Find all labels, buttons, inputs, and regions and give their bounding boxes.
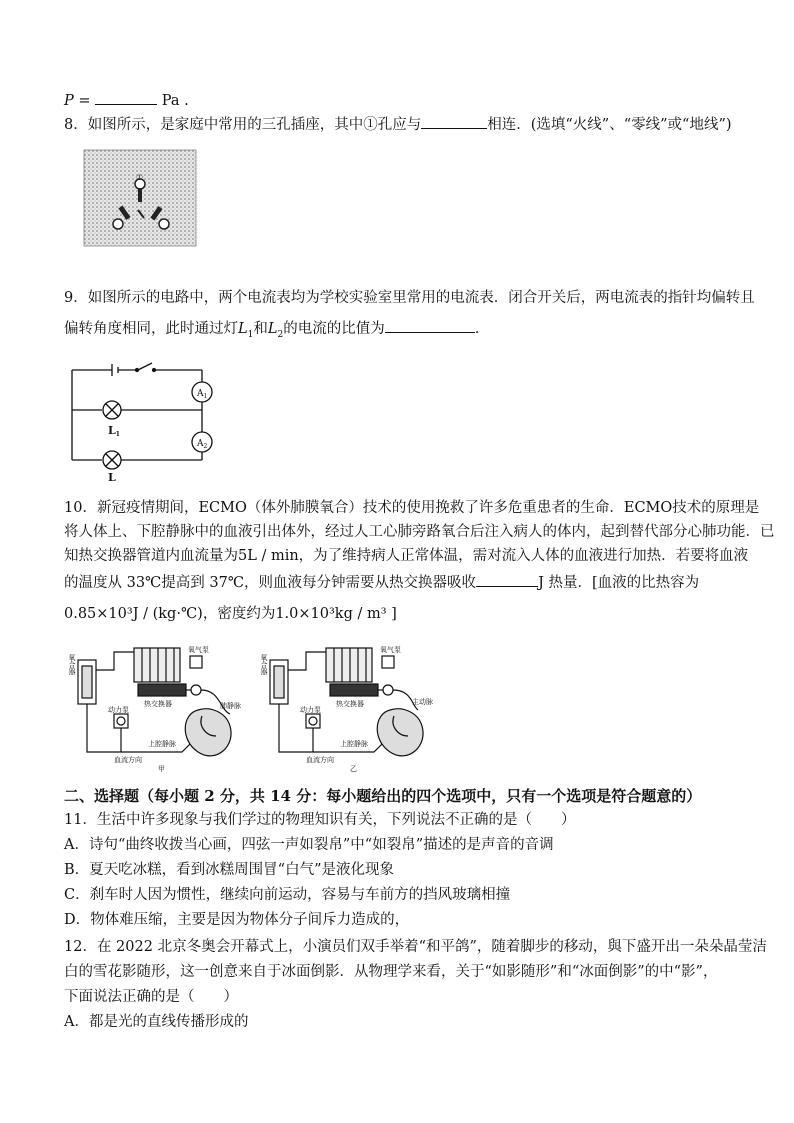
q12-option-a[interactable] xyxy=(64,1012,248,1032)
q12-line1 xyxy=(64,937,767,957)
q10-line4 xyxy=(64,572,699,593)
pressure-unit: Pa . xyxy=(161,93,189,109)
ecmo-a-caption: 甲 xyxy=(158,765,165,773)
ecmo-b-oxygenator-label: 氧合器 xyxy=(260,654,268,675)
q12-line2 xyxy=(64,962,717,982)
ecmo-b-artery-label: 主动脉 xyxy=(412,698,433,706)
ecmo-a-vein-label: 上腔静脉 xyxy=(148,740,176,748)
q10-text-line1: 10．新冠疫情期间，ECMO（体外肺膜氧合）技术的使用挽救了许多危重患者的生命．ECMO技术的原理是 xyxy=(64,500,760,516)
lamp2-symbol: L xyxy=(267,321,278,337)
q11-stem xyxy=(64,810,575,830)
svg-text:A1 xyxy=(196,389,207,400)
q12-text-line2: 白的雪花影随形，这一创意来自于冰面倒影．从物理学来看，关于“如影随形”和“冰面倒影”的中“影”， xyxy=(64,964,718,980)
q12-text-line3: 下面说法正确的是（ ） xyxy=(64,989,238,1005)
ecmo-b-caption: 乙 xyxy=(350,765,357,773)
q8-answer-blank[interactable] xyxy=(421,114,487,129)
q12-text-line1: 12．在 2022 北京冬奥会开幕式上，小演员们双手举着“和平鸽”，随着脚步的移动，與下盛开出一朵朵晶莹洁 xyxy=(64,939,767,955)
svg-text:L1 xyxy=(108,424,120,438)
lamp1-sub: 1 xyxy=(247,329,254,340)
q8-question xyxy=(64,114,732,135)
q11-option-d[interactable] xyxy=(64,910,409,930)
ecmo-a-oxygenator-label: 氧合器 xyxy=(68,654,76,675)
ecmo-diagram-a xyxy=(70,640,250,772)
svg-text:A2 xyxy=(196,439,208,450)
circuit-diagram xyxy=(66,358,226,484)
ecmo-a-flow-label: 血流方向 xyxy=(114,756,142,764)
lamp1-symbol: L xyxy=(238,321,248,337)
ecmo-b-oxygen-pump-label: 氧气泵 xyxy=(380,646,401,654)
q10-line2 xyxy=(64,522,775,542)
ecmo-b-pump-label: 动力泵 xyxy=(300,706,321,714)
q9-text-line2b: 的电流的比值为 xyxy=(283,321,385,337)
ammeter2-sub: 2 xyxy=(203,443,208,450)
q9-answer-blank[interactable] xyxy=(385,318,475,333)
q11-option-a-text: A．诗句“曲终收拨当心画，四弦一声如裂帛”中“如裂帛”描述的是声音的音调 xyxy=(64,837,554,853)
ecmo-b-vein-label: 上腔静脉 xyxy=(340,740,368,748)
ammeter2-label: A xyxy=(197,439,204,449)
q8-text-b: 相连．(选填“火线”、“零线”或“地线”) xyxy=(487,117,732,133)
q9-text-line1: 9．如图所示的电路中，两个电流表均为学校实验室里常用的电流表．闭合开关后，两电流表的指针均偏转且 xyxy=(64,290,755,306)
ecmo-b-exchanger-label: 热交换器 xyxy=(336,700,364,708)
circuit-lamp1-sub: 1 xyxy=(115,431,120,438)
ecmo-a-artery-label: 肺静脉 xyxy=(220,702,241,710)
ecmo-a-exchanger-label: 热交换器 xyxy=(144,700,172,708)
q10-line3 xyxy=(64,546,748,566)
q9-line1 xyxy=(64,288,755,308)
q10-text-line5: 0.85×10³J / (kg·℃)，密度约为1.0×10³kg / m³ ] xyxy=(64,606,397,622)
q9-text-line2a: 偏转角度相同，此时通过灯 xyxy=(64,321,238,337)
q11-option-d-text: D．物体难压缩，主要是因为物体分子间斥力造成的， xyxy=(64,912,410,928)
q10-line5 xyxy=(64,604,397,624)
q10-text-line4b: J 热量．[血液的比热容为 xyxy=(538,575,700,591)
q9-end: ． xyxy=(474,321,490,337)
q10-text-line2: 将人体上、下腔静脉中的血液引出体外，经过人工心肺旁路氧合后注入病人的体内，起到替代部分心肺功能．已 xyxy=(64,524,775,540)
q10-text-line3: 知热交换器管道内血流量为5L / min，为了维持病人正常体温，需对流入人体的血液进行加热．若要将血液 xyxy=(64,548,749,564)
ammeter1-sub: 1 xyxy=(203,393,208,400)
section-title-text: 二、选择题（每小题 2 分，共 14 分：每小题给出的四个选项中，只有一个选项是符合题意的） xyxy=(64,787,702,805)
equals-sign: = xyxy=(78,93,91,109)
three-hole-socket-photo xyxy=(84,150,196,246)
circuit-lamp2-label: L xyxy=(108,471,116,484)
q10-answer-blank[interactable] xyxy=(476,572,538,587)
q12-option-a-text: A．都是光的直线传播形成的 xyxy=(64,1014,249,1030)
q11-option-c[interactable] xyxy=(64,885,510,905)
q11-stem-text: 11．生活中许多现象与我们学过的物理知识有关，下列说法不正确的是（ ） xyxy=(64,812,576,828)
q8-text-a: 8．如图所示，是家庭中常用的三孔插座，其中①孔应与 xyxy=(64,117,422,133)
q11-option-c-text: C．刹车时人因为惯性，继续向前运动，容易与车前方的挡风玻璃相撞 xyxy=(64,887,511,903)
q11-option-b-text: B．夏天吃冰糕，看到冰糕周围冒“白气”是液化现象 xyxy=(64,862,394,878)
q11-option-b[interactable] xyxy=(64,860,394,880)
ammeter1-label: A xyxy=(197,389,204,399)
q9-and: 和 xyxy=(253,321,268,337)
section-title xyxy=(64,786,701,806)
ecmo-a-pump-label: 动力泵 xyxy=(108,706,129,714)
q7-answer-blank[interactable] xyxy=(95,90,157,105)
pressure-variable: P xyxy=(64,93,74,109)
q10-line1 xyxy=(64,498,759,518)
q9-line2 xyxy=(64,318,489,345)
lamp2-sub: 2 xyxy=(277,329,284,340)
q12-line3 xyxy=(64,987,238,1007)
ecmo-diagram-b xyxy=(262,640,442,772)
q11-option-a[interactable] xyxy=(64,835,554,855)
q10-text-line4a: 的温度从 33℃提高到 37℃，则血液每分钟需要从热交换器吸收 xyxy=(64,575,477,591)
ecmo-b-flow-label: 血流方向 xyxy=(306,756,334,764)
ecmo-a-oxygen-pump-label: 氧气泵 xyxy=(188,646,209,654)
q7-answer-line xyxy=(64,90,189,111)
socket-mark: ① xyxy=(136,173,144,182)
circuit-lamp1-label: L xyxy=(108,424,116,437)
